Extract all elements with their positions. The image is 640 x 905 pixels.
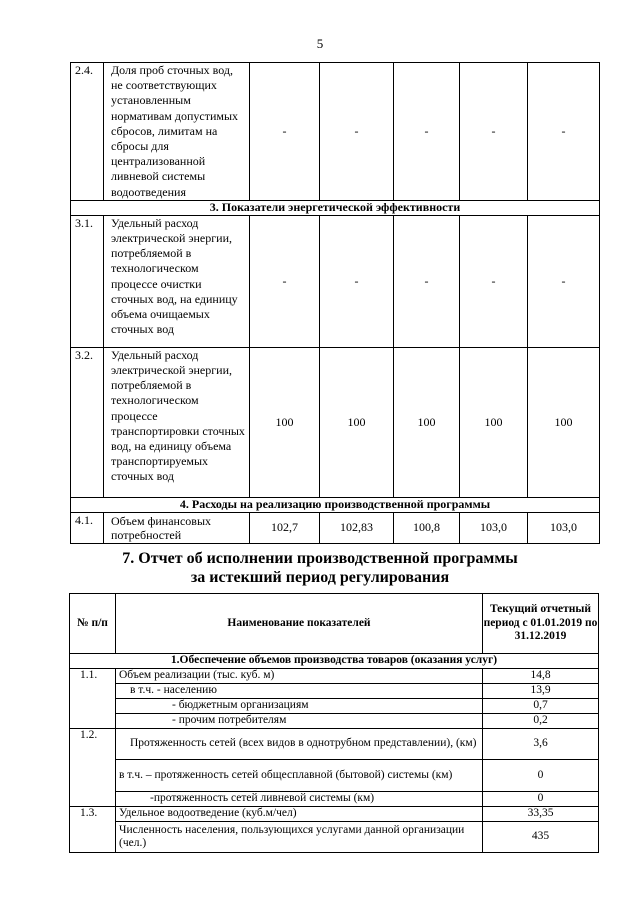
indicator-name: Протяженность сетей (всех видов в однотрубном представлении), (км): [116, 729, 483, 760]
table-row: [71, 215, 600, 347]
value-cell: 103,0: [528, 512, 600, 543]
row-number: 3.1.: [71, 215, 104, 347]
value-cell: -: [250, 215, 320, 347]
table-row: [71, 512, 600, 543]
row-number: 1.2.: [70, 729, 116, 807]
row-number: 1.3.: [70, 807, 116, 853]
row-number: 1.1.: [70, 669, 116, 729]
value-cell: -: [460, 215, 528, 347]
table-row: [70, 669, 599, 684]
section-heading: 3. Показатели энергетической эффективности: [71, 200, 600, 215]
indicator-name: Численность населения, пользующихся услугами данной организации (чел.): [116, 822, 483, 853]
table-row: [70, 792, 599, 807]
table-row: [70, 807, 599, 822]
value-cell: 0: [483, 760, 599, 792]
indicator-name: Удельное водоотведение (куб.м/чел): [116, 807, 483, 822]
section-row: [71, 200, 600, 215]
table-row: [70, 760, 599, 792]
value-cell: 100: [250, 347, 320, 497]
value-cell: -: [394, 63, 460, 201]
table-row: [70, 714, 599, 729]
value-cell: 100: [528, 347, 600, 497]
value-cell: 0,2: [483, 714, 599, 729]
section-heading: 1.Обеспечение объемов производства товаров (оказания услуг): [70, 654, 599, 669]
column-header-name: Наименование показателей: [116, 594, 483, 654]
value-cell: 435: [483, 822, 599, 853]
value-cell: 100: [320, 347, 394, 497]
indicator-name: Объем финансовых потребностей: [104, 512, 250, 543]
row-number: 2.4.: [71, 63, 104, 201]
indicator-name: Доля проб сточных вод, не соответствующих установленным нормативам допустимых сбросов, лимитам на сбросы для централизованной ливневой системы водоотведения: [104, 63, 250, 201]
section-heading: 4. Расходы на реализацию производственной программы: [71, 497, 600, 512]
value-cell: 100,8: [394, 512, 460, 543]
table-row: [70, 729, 599, 760]
report-table: [69, 593, 599, 853]
table-header-row: [70, 594, 599, 654]
table-row: [71, 63, 600, 201]
table-row: [70, 684, 599, 699]
table-row: [71, 347, 600, 497]
value-cell: -: [320, 215, 394, 347]
value-cell: -: [528, 215, 600, 347]
value-cell: 0: [483, 792, 599, 807]
indicator-name: Удельный расход электрической энергии, потребляемой в технологическом процессе очистки сточных вод, на единицу объема очищаемых сточных вод: [104, 215, 250, 347]
value-cell: 103,0: [460, 512, 528, 543]
section-row: [70, 654, 599, 669]
section-title: [0, 549, 640, 587]
value-cell: -: [250, 63, 320, 201]
section-row: [71, 497, 600, 512]
value-cell: 33,35: [483, 807, 599, 822]
value-cell: 102,7: [250, 512, 320, 543]
column-header-number: № п/п: [70, 594, 116, 654]
column-header-period: Текущий отчетный период с 01.01.2019 по 31.12.2019: [483, 594, 599, 654]
value-cell: 100: [460, 347, 528, 497]
table-row: [70, 699, 599, 714]
page-number: 5: [316, 36, 324, 51]
indicator-name: - прочим потребителям: [116, 714, 483, 729]
table-row: [70, 822, 599, 853]
section-title-line2: за истекший период регулирования: [190, 569, 450, 586]
indicators-table: [70, 62, 600, 544]
row-number: 3.2.: [71, 347, 104, 497]
indicator-name: в т.ч. – протяженность сетей общесплавной (бытовой) системы (км): [116, 760, 483, 792]
value-cell: 102,83: [320, 512, 394, 543]
value-cell: 13,9: [483, 684, 599, 699]
value-cell: 0,7: [483, 699, 599, 714]
value-cell: -: [528, 63, 600, 201]
indicator-name: -протяженность сетей ливневой системы (км): [116, 792, 483, 807]
indicator-name: Объем реализации (тыс. куб. м): [116, 669, 483, 684]
row-number: 4.1.: [71, 512, 104, 543]
value-cell: -: [320, 63, 394, 201]
indicator-name: в т.ч. - населению: [116, 684, 483, 699]
indicator-name: - бюджетным организациям: [116, 699, 483, 714]
value-cell: 14,8: [483, 669, 599, 684]
section-title-line1: 7. Отчет об исполнении производственной программы: [122, 550, 518, 567]
value-cell: 3,6: [483, 729, 599, 760]
indicator-name: Удельный расход электрической энергии, потребляемой в технологическом процессе транспортировки сточных вод, на единицу объема транспортируемых сточных вод: [104, 347, 250, 497]
value-cell: -: [394, 215, 460, 347]
value-cell: 100: [394, 347, 460, 497]
value-cell: -: [460, 63, 528, 201]
